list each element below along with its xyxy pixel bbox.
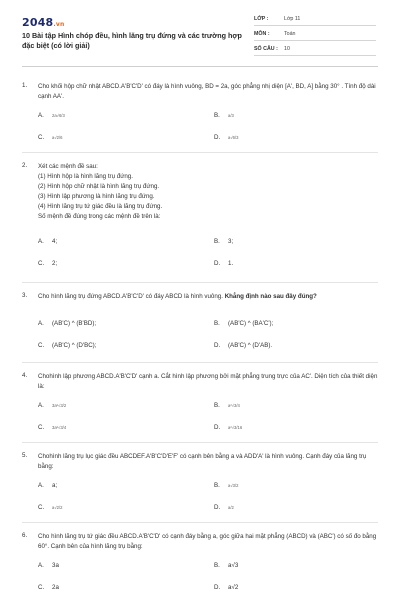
question-number: 3.	[22, 292, 28, 299]
option-letter: B.	[214, 320, 220, 327]
option-letter: A.	[38, 402, 44, 409]
option-text: (AB'C) ^ (D'BC);	[52, 342, 97, 349]
option-a[interactable]	[38, 238, 57, 250]
option-b[interactable]	[214, 482, 238, 494]
question-stem: Cho hình lăng trụ đứng ABCD.A'B'C'D' có đáy ABCD là hình vuông.	[38, 293, 225, 300]
option-text: (AB'C) ^ (B'BD);	[52, 320, 97, 327]
question-text	[38, 292, 378, 302]
option-letter: D.	[214, 342, 221, 349]
option-b[interactable]	[214, 112, 234, 124]
option-text: 4;	[52, 238, 58, 245]
option-text: a√2	[228, 584, 239, 591]
divider	[22, 522, 378, 523]
option-text: a√6/3	[228, 134, 239, 140]
option-letter: B.	[214, 112, 220, 119]
option-a[interactable]	[38, 402, 66, 414]
option-letter: A.	[38, 238, 44, 245]
meta-value: Toán	[284, 31, 296, 37]
option-letter: C.	[38, 134, 45, 141]
question-line: (2) Hình hộp chữ nhật là hình lăng trụ đứng.	[38, 183, 160, 190]
option-b[interactable]	[214, 562, 238, 574]
option-d[interactable]	[214, 342, 272, 354]
option-text: (AB'C) ^ (BA'C');	[228, 320, 274, 327]
option-d[interactable]	[214, 134, 238, 146]
meta-key: MÔN :	[254, 31, 270, 37]
option-text: (AB'C) ^ (D'AB).	[228, 342, 273, 349]
option-letter: B.	[214, 238, 220, 245]
meta-row-count	[254, 43, 376, 56]
option-text: 3a²√3/4	[52, 424, 67, 430]
option-d[interactable]	[214, 260, 233, 272]
question-line: Xét các mệnh đề sau:	[38, 163, 98, 170]
option-text: a√3/2	[228, 482, 239, 488]
option-c[interactable]	[38, 504, 62, 516]
option-d[interactable]	[214, 584, 238, 596]
question-text: Chohình lập phương ABCD.A'B'C'D' cạnh a. Cắt hình lập phương bởi mặt phẳng trung trực của AC'. Diện tích của thiết diện là:	[38, 373, 378, 390]
question-number: 6.	[22, 532, 28, 539]
option-letter: C.	[38, 504, 45, 511]
option-d[interactable]	[214, 424, 242, 436]
option-a[interactable]	[38, 482, 57, 494]
meta-table	[254, 13, 376, 58]
option-letter: D.	[214, 424, 221, 431]
meta-value: Lớp 11	[284, 16, 301, 22]
option-text: a²√3/16	[228, 424, 243, 430]
meta-row-subject	[254, 28, 376, 41]
meta-key: LỚP :	[254, 16, 269, 22]
option-text: a√2/2	[52, 504, 63, 510]
question-number: 1.	[22, 82, 28, 89]
option-letter: D.	[214, 504, 221, 511]
meta-value: 10	[284, 46, 290, 52]
option-d[interactable]	[214, 504, 234, 516]
option-letter: C.	[38, 342, 45, 349]
option-c[interactable]	[38, 134, 62, 146]
option-letter: C.	[38, 584, 45, 591]
question-text: Chohình lăng trụ lục giác đều ABCDEF.A'B'C'D'E'F' có cạnh bên bằng a và ADD'A' là hình vuông. Cạnh đáy của lăng trụ bằng:	[38, 453, 367, 470]
option-b[interactable]	[214, 238, 233, 250]
option-letter: A.	[38, 482, 44, 489]
question-text: Cho hình lăng trụ tứ giác đều ABCD.A'B'C'D' có cạnh đáy bằng a, góc giữa hai mặt phẳng (ABCD) và (ABC') có số đo bằng 60°. Cạnh bên của hình lăng trụ bằng:	[38, 533, 377, 550]
option-a[interactable]	[38, 562, 59, 574]
option-letter: A.	[38, 562, 44, 569]
option-text: a/2	[228, 504, 234, 510]
option-a[interactable]	[38, 112, 65, 124]
option-letter: C.	[38, 260, 45, 267]
option-text: 3a	[52, 562, 59, 569]
option-letter: A.	[38, 320, 44, 327]
option-c[interactable]	[38, 342, 96, 354]
option-text: 3;	[228, 238, 234, 245]
divider	[22, 362, 378, 363]
site-logo[interactable]	[22, 16, 64, 29]
option-text: 1.	[228, 260, 234, 267]
question-line: Số mệnh đề đúng trong các mệnh đề trên là:	[38, 213, 161, 220]
option-c[interactable]	[38, 260, 57, 272]
question-text: Cho khối hộp chữ nhật ABCD.A'B'C'D' có đáy là hình vuông, BD = 2a, góc phẳng nhị diện [A', BD, A] bằng 30° . Tính độ dài cạnh AA'.	[38, 83, 376, 100]
option-c[interactable]	[38, 584, 59, 596]
option-text: a;	[52, 482, 58, 489]
question-line: (1) Hình hộp là hình lăng trụ đứng.	[38, 173, 133, 180]
question-prompt: Khẳng định nào sau đây đúng?	[224, 293, 317, 300]
divider	[22, 282, 378, 283]
option-letter: D.	[214, 584, 221, 591]
divider	[22, 152, 378, 153]
page-title: 10 Bài tập Hình chóp đều, hình lăng trụ đứng và các trường hợp đặc biệt (có lời giải)	[22, 31, 242, 50]
option-text: 2;	[52, 260, 58, 267]
question-number: 5.	[22, 452, 28, 459]
question-line: (4) Hình lăng trụ tứ giác đều là lăng trụ đứng.	[38, 203, 163, 210]
option-letter: B.	[214, 482, 220, 489]
meta-row-class	[254, 13, 376, 26]
header-divider	[22, 66, 378, 67]
option-letter: D.	[214, 134, 221, 141]
option-a[interactable]	[38, 320, 96, 332]
option-text: 2a√6/3	[52, 112, 65, 118]
logo-suffix: .vn	[53, 21, 65, 28]
option-b[interactable]	[214, 320, 273, 332]
option-letter: B.	[214, 402, 220, 409]
question-text	[38, 162, 378, 222]
option-letter: D.	[214, 260, 221, 267]
option-text: a/3	[228, 112, 234, 118]
option-text: a√2/6	[52, 134, 63, 140]
page-header	[0, 0, 400, 62]
question-number: 2.	[22, 162, 28, 169]
option-b[interactable]	[214, 402, 240, 414]
question-line: (3) Hình lập phương là hình lăng trụ đứng.	[38, 193, 155, 200]
option-c[interactable]	[38, 424, 66, 436]
option-letter: C.	[38, 424, 45, 431]
option-text: a²√3/4	[228, 402, 240, 408]
divider	[22, 442, 378, 443]
logo-main: 2048	[22, 16, 54, 29]
meta-key: SỐ CÂU :	[254, 46, 278, 52]
question-number: 4.	[22, 372, 28, 379]
option-text: 2a	[52, 584, 59, 591]
option-text: 3a²√3/2	[52, 402, 67, 408]
option-text: a√3	[228, 562, 239, 569]
option-letter: B.	[214, 562, 220, 569]
option-letter: A.	[38, 112, 44, 119]
